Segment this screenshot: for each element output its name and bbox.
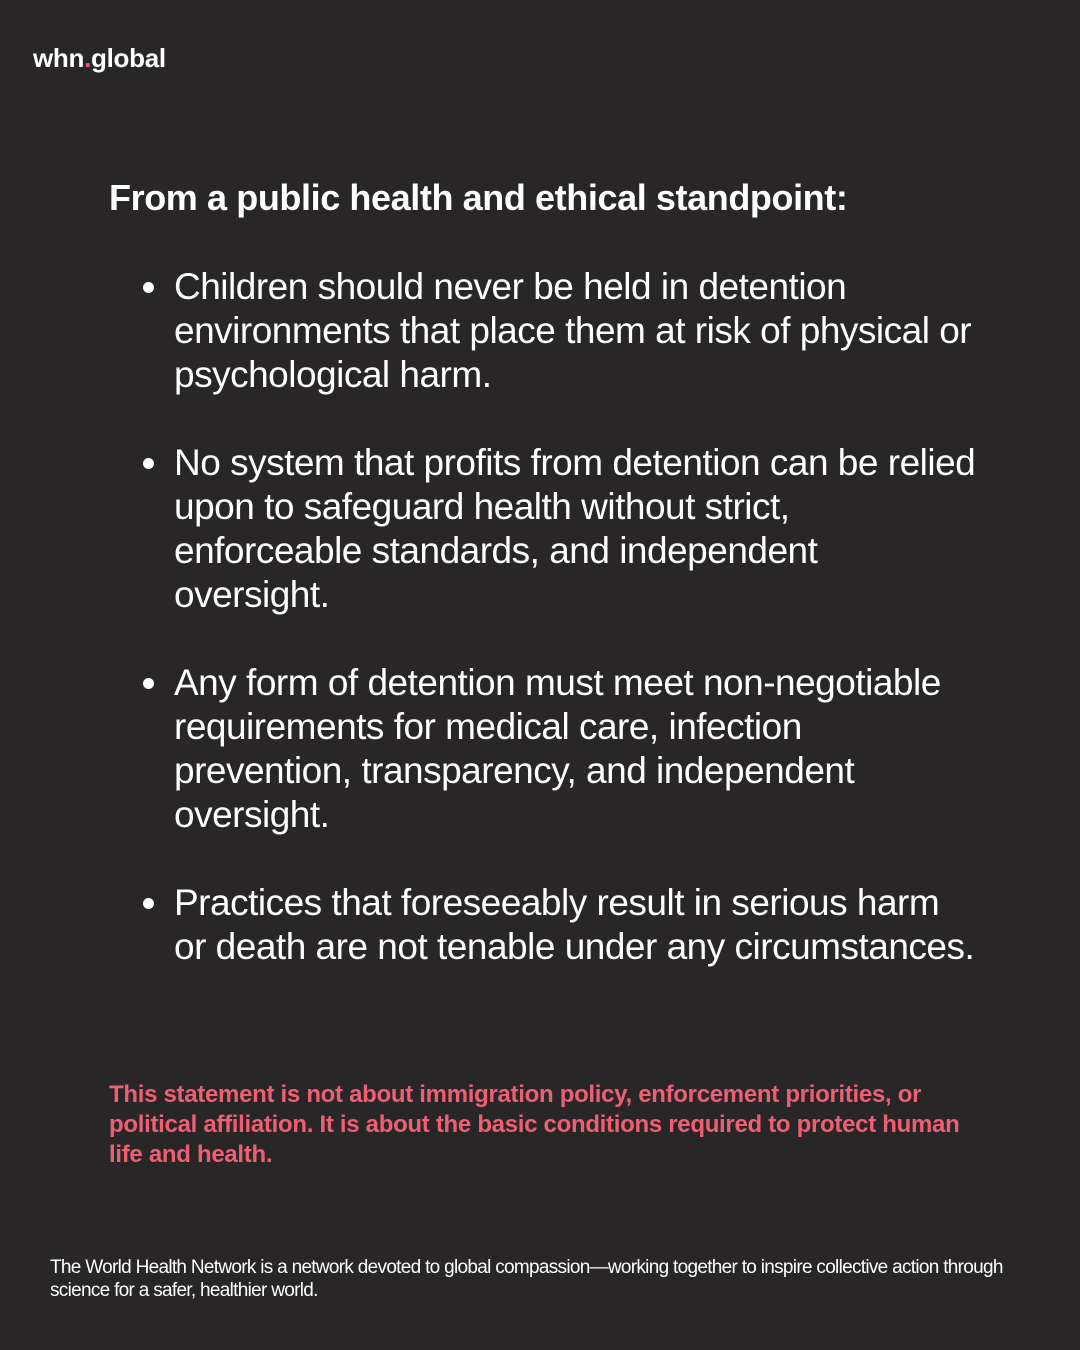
list-item bbox=[109, 881, 979, 969]
bullet-list bbox=[109, 265, 979, 1013]
bullet-dot-icon bbox=[143, 458, 154, 469]
logo-text-whn: whn bbox=[33, 43, 85, 73]
bullet-text: No system that profits from detention can be relied upon to safeguard health without strict, enforceable standards, and independent oversight. bbox=[174, 442, 976, 615]
footer-description: The World Health Network is a network devoted to global compassion—working together to inspire collective action through science for a safer, healthier world. bbox=[50, 1257, 1003, 1301]
logo-text-global: global bbox=[91, 43, 166, 73]
logo-dot: . bbox=[84, 43, 92, 73]
list-item bbox=[109, 441, 979, 617]
list-item bbox=[109, 661, 979, 837]
bullet-dot-icon bbox=[143, 282, 154, 293]
bullet-dot-icon bbox=[143, 898, 154, 909]
page-title: From a public health and ethical standpoint: bbox=[109, 177, 848, 218]
bullet-text: Practices that foreseeably result in serious harm or death are not tenable under any circumstances. bbox=[174, 882, 975, 967]
bullet-text: Children should never be held in detention environments that place them at risk of physical or psychological harm. bbox=[174, 266, 972, 395]
disclaimer-statement: This statement is not about immigration policy, enforcement priorities, or political affiliation. It is about the basic conditions required to protect human life and health. bbox=[109, 1081, 960, 1168]
brand-logo bbox=[33, 42, 166, 74]
list-item bbox=[109, 265, 979, 397]
bullet-dot-icon bbox=[143, 678, 154, 689]
bullet-text: Any form of detention must meet non-negotiable requirements for medical care, infection prevention, transparency, and independent oversight. bbox=[174, 662, 941, 835]
